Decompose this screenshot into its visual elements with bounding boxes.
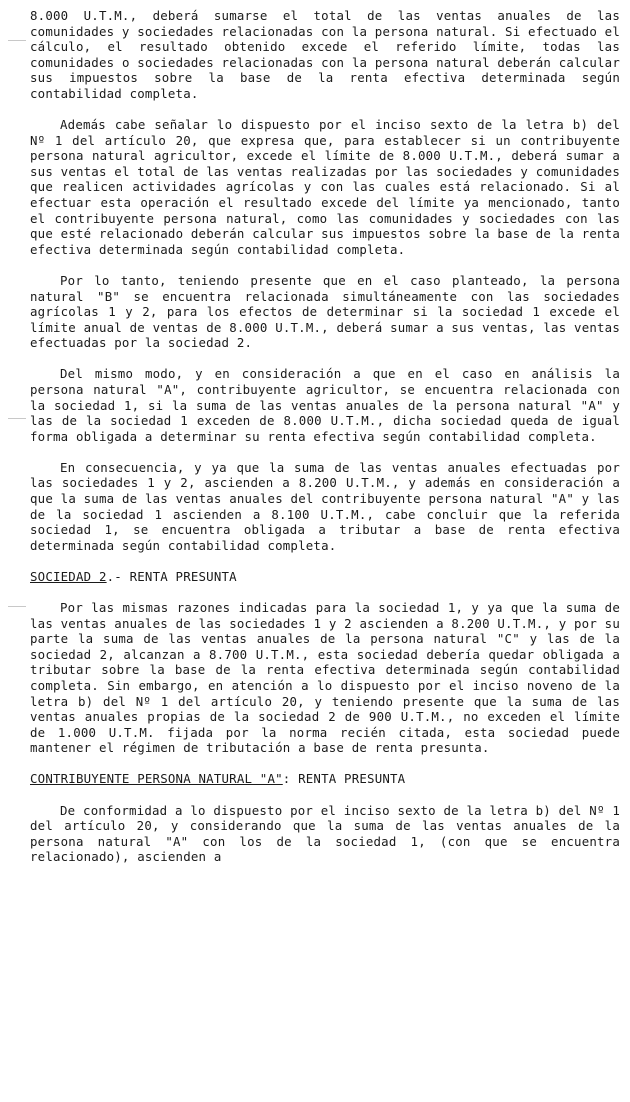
section-heading-persona-natural-a [30, 771, 620, 787]
paragraph-sociedad-2: Por las mismas razones indicadas para la sociedad 1, y ya que la suma de las ventas anuales de las sociedades 1 y 2 ascienden a 8.200 U.T.M., y por su parte la suma de las ventas anuales de la persona natural "C" y las de la sociedad 2, alcanzan a 8.700 U.T.M., esta sociedad debería quedar obligada a tributar sobre la base de la renta efectiva determinada según contabilidad completa. Sin embargo, en atención a lo dispuesto por el inciso noveno de la letra b) del Nº 1 del artículo 20, y teniendo presente que la suma de las ventas anuales propias de la sociedad 2 de 900 U.T.M., no exceden el límite de 1.000 U.T.M. fijada por la norma recién citada, esta sociedad puede mantener el régimen de tributación a base de renta presunta. [30, 600, 620, 756]
paragraph-inciso-sexto: Además cabe señalar lo dispuesto por el inciso sexto de la letra b) del Nº 1 del artículo 20, que expresa que, para establecer si un contribuyente persona natural agricultor, excede el límite de 8.000 U.T.M., deberá sumar a sus ventas el total de las ventas realizadas por las sociedades y comunidades que realicen actividades agrícolas y con las cuales está relacionado. Si al efectuar esta operación el resultado excede del límite ya mencionado, tanto el contribuyente persona natural, como las comunidades y sociedades con las que esté relacionado deberán calcular sus impuestos sobre la base de la renta efectiva determinada según contabilidad completa. [30, 117, 620, 257]
paragraph-en-consecuencia: En consecuencia, y ya que la suma de las ventas anuales efectuadas por las sociedades 1 y 2, ascienden a 8.200 U.T.M., y además en consideración a que la suma de las ventas anuales del contribuyente persona natural "A" y las de la sociedad 1 ascienden a 8.100 U.T.M., cabe concluir que la referida sociedad 1, se encuentra obligada a tributar a base de renta efectiva determinada según contabilidad completa. [30, 459, 620, 553]
section-heading-rest: : RENTA PRESUNTA [282, 771, 406, 787]
paragraph-persona-natural-a: De conformidad a lo dispuesto por el inciso sexto de la letra b) del Nº 1 del artículo 20, y considerando que la suma de las ventas anuales de la persona natural "A" con los de la sociedad 1, (con que se encuentra relacionado), ascienden a [30, 802, 620, 865]
scan-margin-mark [8, 40, 26, 41]
section-heading-underlined: CONTRIBUYENTE PERSONA NATURAL "A" [30, 771, 283, 787]
paragraph-limite-8000: 8.000 U.T.M., deberá sumarse el total de las ventas anuales de las comunidades y sociedades relacionadas con la persona natural. Si efectuado el cálculo, el resultado obtenido excede el referido límite, todas las comunidades o sociedades relacionadas con la persona natural deberán calcular sus impuestos sobre la base de la renta efectiva determinada según contabilidad completa. [30, 8, 620, 101]
scan-margin-mark [8, 418, 26, 419]
paragraph-del-mismo-modo: Del mismo modo, y en consideración a que en el caso en análisis la persona natural "A", contribuyente agricultor, se encuentra relacionada con la sociedad 1, si la suma de las ventas anuales de la persona natural "A" y las de la sociedad 1 exceden de 8.000 U.T.M., dicha sociedad queda de igual forma obligada a determinar su renta efectiva según contabilidad completa. [30, 366, 620, 444]
section-heading-sociedad-2 [30, 569, 620, 585]
section-heading-underlined: SOCIEDAD 2 [30, 568, 107, 584]
section-heading-rest: .- RENTA PRESUNTA [106, 568, 237, 584]
paragraph-por-lo-tanto: Por lo tanto, teniendo presente que en el caso planteado, la persona natural "B" se encuentra relacionada simultáneamente con las sociedades agrícolas 1 y 2, para los efectos de determinar si la sociedad 1 excede el límite anual de ventas de 8.000 U.T.M., deberá sumar a sus ventas, las ventas efectuadas por la sociedad 2. [30, 272, 620, 351]
document-page [30, 8, 620, 865]
scan-margin-mark [8, 606, 26, 607]
